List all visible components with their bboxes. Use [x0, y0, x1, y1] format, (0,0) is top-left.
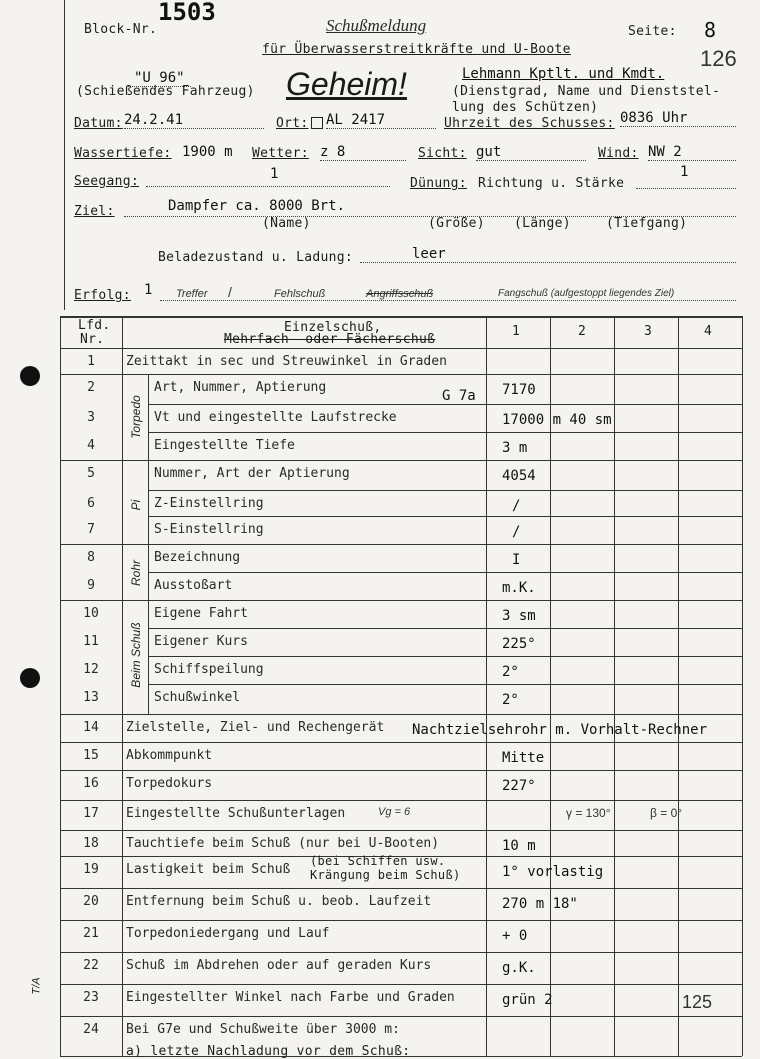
table-row-value: I — [512, 552, 521, 568]
ziel-tiefgang-caption: (Tiefgang) — [606, 216, 688, 231]
table-row-nr: 4 — [87, 438, 95, 453]
table-row-line — [60, 920, 742, 921]
table-row-line — [60, 600, 742, 601]
erfolg-slash: / — [228, 284, 232, 300]
table-row-line — [60, 1016, 742, 1017]
table-row-nr: 21 — [83, 926, 99, 941]
wind-value: NW 2 — [648, 144, 736, 161]
margin-note: T/A — [30, 977, 43, 995]
datum-value: 24.2.41 — [124, 112, 264, 129]
table-row-nr: 13 — [83, 690, 99, 705]
table-row-label: Eingestellte Tiefe — [154, 438, 295, 453]
table-row-value: / — [512, 498, 521, 514]
row24-label-2a: a) letzte Nachladung vor dem Schuß: — [126, 1044, 411, 1059]
table-row-label: Torpedoniedergang und Lauf — [126, 926, 330, 941]
table-row-line — [60, 460, 742, 461]
table-line-c4 — [678, 316, 679, 1056]
table-row-line — [148, 516, 742, 517]
table-row-line — [148, 684, 742, 685]
table-row-value: / — [512, 524, 521, 540]
table-row-nr: 1 — [87, 354, 95, 369]
seegang-value: 1 — [270, 166, 279, 182]
table-row-value: 225° — [502, 636, 536, 652]
table-row-label: Zielstelle, Ziel- und Rechengerät — [126, 720, 385, 735]
group-beim-schuss: Beim Schuß — [129, 622, 143, 688]
table-row-value: 4054 — [502, 468, 536, 484]
ort-label: Ort: — [276, 116, 309, 131]
ziel-name-caption: (Name) — [262, 216, 311, 231]
table-row-line — [60, 770, 742, 771]
report-subtitle: für Überwasserstreitkräfte und U-Boote — [262, 42, 571, 57]
erfolg-treffer: Treffer — [176, 288, 208, 300]
punch-hole-lower — [20, 668, 40, 688]
head-col-1: 1 — [512, 324, 521, 339]
ziel-groesse-caption: (Größe) — [428, 216, 485, 231]
head-einzelschuss: Einzelschuß, — [284, 320, 382, 335]
table-line-right — [742, 316, 743, 1056]
table-row-label: Zeittakt in sec und Streuwinkel in Graden — [126, 354, 447, 369]
punch-hole-upper — [20, 366, 40, 386]
head-nr: Nr. — [80, 332, 105, 347]
table-row-line — [148, 572, 742, 573]
table-row-label: Eingestellte Schußunterlagen — [126, 806, 346, 821]
table-row-line — [60, 374, 742, 375]
table-row-label: Z-Einstellring — [154, 496, 264, 511]
table-row-label: Eigene Fahrt — [154, 606, 248, 621]
wetter-label: Wetter: — [252, 146, 309, 161]
table-row-label: S-Einstellring — [154, 522, 264, 537]
table-line-c3 — [614, 316, 615, 1056]
table-row-nr: 20 — [83, 894, 99, 909]
ziel-label: Ziel: — [74, 204, 115, 219]
table-row-label: Tauchtiefe beim Schuß (nur bei U-Booten) — [126, 836, 440, 851]
wassertiefe-label: Wassertiefe: — [74, 146, 172, 161]
table-row-nr: 18 — [83, 836, 99, 851]
duenung-label: Dünung: — [410, 176, 467, 191]
wassertiefe-value: 1900 m — [182, 144, 233, 160]
table-row-value: 7170 — [502, 382, 536, 398]
duenung-text: Richtung u. Stärke — [478, 176, 625, 191]
row17-vg: Vg = 6 — [378, 806, 411, 818]
ziel-laenge-caption: (Länge) — [514, 216, 571, 231]
ort-value: AL 2417 — [326, 112, 436, 129]
wind-label: Wind: — [598, 146, 639, 161]
beladung-label: Beladezustand u. Ladung: — [158, 250, 354, 265]
erfolg-fehlschuss: Fehlschuß — [274, 288, 326, 300]
table-row-nr: 10 — [83, 606, 99, 621]
erfolg-count: 1 — [144, 282, 153, 298]
table-row-line — [148, 656, 742, 657]
table-row-nr: 15 — [83, 748, 99, 763]
boat-value: "U 96" — [128, 70, 191, 87]
group-torpedo: Torpedo — [129, 395, 143, 439]
table-row-nr: 12 — [83, 662, 99, 677]
table-head-bottom — [60, 348, 742, 349]
table-row-value: 227° — [502, 778, 536, 794]
sicht-label: Sicht: — [418, 146, 467, 161]
wetter-value: z 8 — [320, 144, 406, 161]
table-row-value: grün 2 — [502, 992, 553, 1008]
row23-col4: 125 — [682, 992, 713, 1012]
table-row-nr: 6 — [87, 496, 95, 511]
page-alt-number: 126 — [700, 46, 737, 71]
table-row-value: g.K. — [502, 960, 536, 976]
row17-beta: β = 0° — [650, 806, 683, 820]
table-row-nr: 2 — [87, 380, 95, 395]
table-row-value: 2° — [502, 692, 519, 708]
row19-label-2b: Krängung beim Schuß) — [310, 868, 461, 882]
seegang-dots — [146, 170, 390, 187]
page-value: 8 — [704, 18, 717, 42]
table-row-value: 1° vorlastig — [502, 864, 604, 880]
erfolg-fangschuss: Fangschuß (aufgestoppt liegendes Ziel) — [498, 288, 675, 299]
report-title: Schußmeldung — [326, 16, 427, 35]
table-row-label: Abkommpunkt — [126, 748, 213, 763]
table-row-nr: 24 — [83, 1022, 99, 1037]
table-row-line — [60, 952, 742, 953]
table-row-value: Mitte — [502, 750, 545, 766]
uhrzeit-value: 0836 Uhr — [620, 110, 736, 127]
head-col-3: 3 — [644, 324, 653, 339]
boat-caption: (Schießendes Fahrzeug) — [76, 84, 255, 99]
uhrzeit-label: Uhrzeit des Schusses: — [444, 116, 615, 131]
erfolg-dots — [160, 300, 736, 301]
table-row-nr: 9 — [87, 578, 95, 593]
table-row-label: Eigener Kurs — [154, 634, 248, 649]
table-row-label: Schußwinkel — [154, 690, 241, 705]
table-row-nr: 16 — [83, 776, 99, 791]
table-row-line — [148, 404, 742, 405]
beladung-value: leer — [412, 246, 446, 262]
ziel-value: Dampfer ca. 8000 Brt. — [168, 198, 346, 214]
ort-square-icon — [311, 117, 323, 129]
table-line-nr — [122, 316, 123, 1056]
table-row-label: Bezeichnung — [154, 550, 241, 565]
table-row-label: Ausstoßart — [154, 578, 233, 593]
table-top-line — [60, 316, 742, 318]
table-row-line — [60, 888, 742, 889]
table-row-nr: 19 — [83, 862, 99, 877]
table-row-value: 10 m — [502, 838, 536, 854]
table-row-line — [148, 628, 742, 629]
group-rohr: Rohr — [129, 560, 143, 587]
geheim-stamp: Geheim! — [286, 66, 407, 102]
table-row-label: Bei G7e und Schußweite über 3000 m: — [126, 1022, 400, 1037]
table-row-label: Nummer, Art der Aptierung — [154, 466, 350, 481]
table-row-line — [148, 490, 742, 491]
shooter-caption-1: (Dienstgrad, Name und Dienststel- — [452, 84, 721, 99]
table-row-value: 17000 m 40 sm — [502, 412, 612, 428]
table-row-value: + 0 — [502, 928, 528, 944]
table-row-line — [60, 800, 742, 801]
sicht-value: gut — [476, 144, 586, 161]
row19-label-2a: (bei Schiffen usw. — [310, 854, 446, 868]
erfolg-label: Erfolg: — [74, 288, 131, 303]
table-row-nr: 8 — [87, 550, 95, 565]
head-lfd: Lfd. — [78, 318, 111, 333]
table-line-left — [60, 316, 61, 1056]
row17-gamma: γ = 130° — [566, 806, 611, 820]
table-row-label: Torpedokurs — [126, 776, 213, 791]
table-row-label: Art, Nummer, Aptierung — [154, 380, 327, 395]
head-col-2: 2 — [578, 324, 587, 339]
block-nr-label: Block-Nr. — [84, 22, 158, 37]
group-pi: Pi — [129, 499, 143, 511]
duenung-value: 1 — [680, 164, 689, 180]
row2-g7a: G 7a — [442, 388, 476, 404]
table-row-label: Entfernung beim Schuß u. beob. Laufzeit — [126, 894, 432, 909]
table-row-nr: 7 — [87, 522, 95, 537]
table-row-value: 270 m 18" — [502, 896, 578, 912]
table-row-label: Eingestellter Winkel nach Farbe und Graden — [126, 990, 455, 1005]
table-row-nr: 5 — [87, 466, 95, 481]
table-row-value: 3 sm — [502, 608, 536, 624]
table-row-value: m.K. — [502, 580, 536, 596]
table-row-nr: 14 — [83, 720, 99, 735]
block-nr-value: 1503 — [158, 0, 216, 26]
table-row-line — [60, 714, 742, 715]
table-row-value: 3 m — [502, 440, 528, 456]
shooter-caption-2: lung des Schützen) — [452, 100, 599, 115]
head-mehrfach: Mehrfach- oder Fächerschuß — [224, 332, 436, 347]
table-row-label: Schuß im Abdrehen oder auf geraden Kurs — [126, 958, 432, 973]
table-row-label: Schiffspeilung — [154, 662, 264, 677]
table-row-nr: 3 — [87, 410, 95, 425]
left-margin-line — [64, 0, 65, 310]
table-row-nr: 17 — [83, 806, 99, 821]
shooter-value: Lehmann Kptlt. und Kmdt. — [462, 66, 665, 82]
table-row-nr: 11 — [83, 634, 99, 649]
head-col-4: 4 — [704, 324, 713, 339]
table-line-c1 — [486, 316, 487, 1056]
table-row-value: Nachtzielsehrohr m. Vorhalt-Rechner — [412, 722, 708, 738]
table-row-label: Vt und eingestellte Laufstrecke — [154, 410, 397, 425]
erfolg-angriffsschuss: Angriffsschuß — [366, 288, 434, 300]
table-row-label: Lastigkeit beim Schuß — [126, 862, 291, 877]
seegang-label: Seegang: — [74, 174, 140, 189]
table-row-line — [60, 742, 742, 743]
table-row-nr: 22 — [83, 958, 99, 973]
datum-label: Datum: — [74, 116, 123, 131]
page-label: Seite: — [628, 24, 677, 39]
table-row-line — [60, 544, 742, 545]
table-row-line — [60, 984, 742, 985]
table-row-line — [60, 830, 742, 831]
table-row-nr: 23 — [83, 990, 99, 1005]
table-row-line — [148, 432, 742, 433]
table-row-value: 2° — [502, 664, 519, 680]
